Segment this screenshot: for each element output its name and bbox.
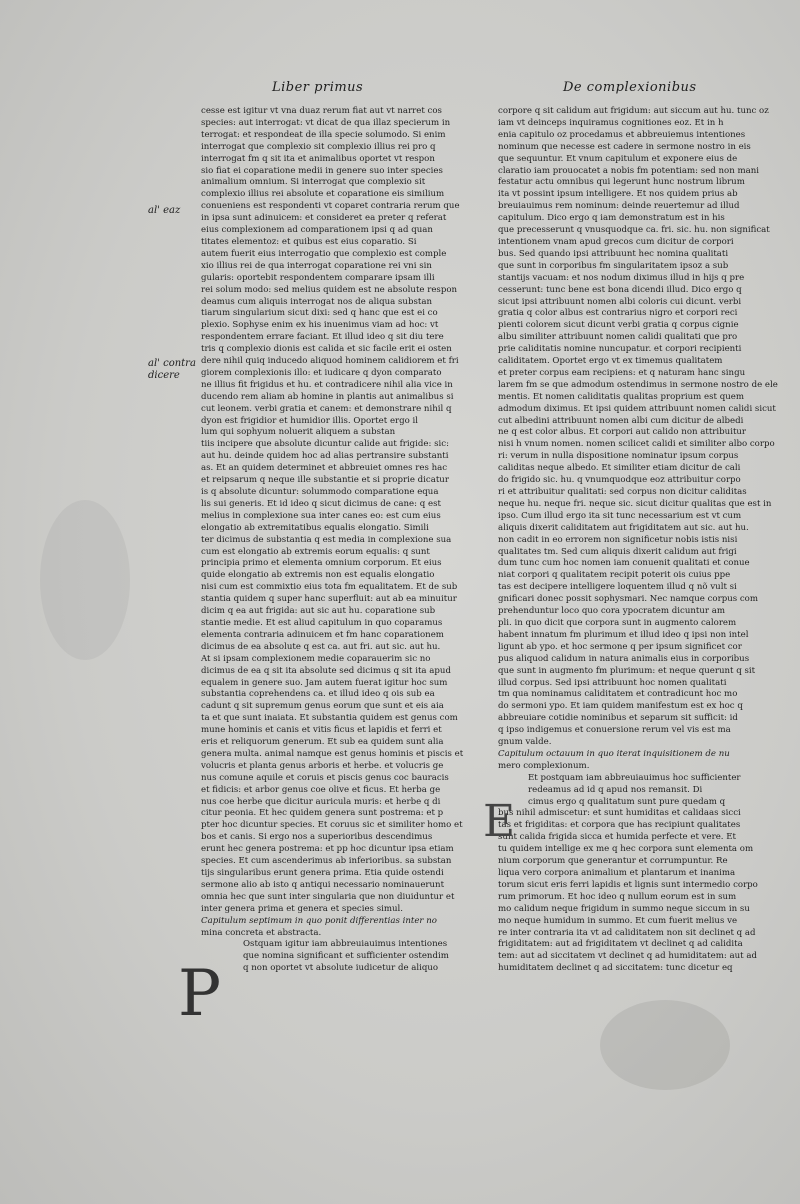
- text-line: interrogat que complexio sit complexio illius rei pro q: [201, 141, 436, 152]
- text-line: cut leonem. verbi gratia et canem: et demonstrare nihil q: [201, 403, 452, 414]
- text-line: cum est elongatio ab extremis eorum equalis: q sunt: [201, 546, 430, 557]
- text-line: re inter contraria ita vt ad caliditatem non sit declinet q ad: [498, 927, 756, 938]
- text-line: Capitulum octauum in quo iterat inquisitionem de nu: [498, 748, 730, 759]
- text-line: nisi cum est commixtio eius tota fm equalitatem. Et de sub: [201, 582, 458, 593]
- text-line: intentionem vnam apud grecos cum dicitur de corpori: [498, 236, 734, 247]
- text-line: mina concreta et abstracta.: [201, 927, 322, 938]
- text-line: gnum valde.: [498, 737, 552, 748]
- text-line: ta et que sunt inaiata. Et substantia quidem est genus com: [201, 713, 458, 724]
- text-line: pus aliquod calidum in natura animalis eius in corporibus: [498, 653, 750, 664]
- text-line: gratia q color albus est contrarius nigro et corpori reci: [498, 308, 738, 319]
- text-line: prehenduntur loco quo cora ypocratem dicuntur am: [498, 606, 726, 617]
- text-line: eius complexionem ad comparationem ipsi q ad quan: [201, 225, 433, 236]
- text-line: rum primorum. Et hoc ideo q nullum eorum est in sum: [498, 891, 737, 902]
- text-line: species. Et cum ascenderimus ab inferioribus. sa substan: [201, 856, 452, 867]
- text-line: Ostquam igitur iam abbreuiauimus intentiones: [243, 939, 448, 950]
- text-line: as. Et an quidem determinet et abbreuiet omnes res hac: [201, 463, 448, 474]
- text-line: et preter corpus eam recipiens: et q naturam hanc singu: [498, 367, 746, 378]
- text-line: dere nihil quiq inducedo aliquod hominem calidiorem et fri: [201, 356, 459, 367]
- text-line: que sunt in augmento fm plurimum: et neque querunt q sit: [498, 665, 756, 676]
- text-line: volucris et planta genus arboris et herbe. et volucris ge: [201, 760, 444, 771]
- text-line: interrogat fm q sit ita et animalibus oportet vt respon: [201, 153, 435, 164]
- text-line: erunt hec genera postrema: et pp hoc dicuntur ipsa etiam: [201, 844, 454, 855]
- text-line: cesserunt: tunc bene est bona dicendi illud. Dico ergo q: [498, 284, 742, 295]
- text-line: que nomina significant et sufficienter ostendim: [243, 951, 449, 962]
- text-line: sermone alio ab isto q antiqui necessario nominauerunt: [201, 879, 445, 890]
- text-column-right: [498, 106, 778, 1006]
- text-line: Et postquam iam abbreuiauimus hoc sufficienter: [528, 772, 741, 783]
- text-line: complexio illius rei absolute et coparatione eis similium: [201, 189, 445, 200]
- text-line: sio fiat ei coparatione medii in genere suo inter species: [201, 165, 443, 176]
- text-line: tu quidem intellige ex me q hec corpora sunt elementa om: [498, 844, 754, 855]
- text-line: gularis: oportebit respondentem comparare ipsam illi: [201, 272, 435, 283]
- running-head-left: Liber primus: [272, 80, 364, 95]
- text-line: lis sui generis. Et id ideo q sicut dicimus de cane: q est: [201, 498, 441, 509]
- text-line: mentis. Et nomen caliditatis qualitas proprium est quem: [498, 391, 745, 402]
- text-line: aliquis dixerit caliditatem aut frigiditatem aut sic. aut hu.: [498, 522, 749, 533]
- text-line: niat corpori q qualitatem recipit poterit ois cuius ppe: [498, 570, 731, 581]
- text-line: mero complexionum.: [498, 760, 590, 771]
- text-line: neque hu. neque fri. neque sic. sicut dicitur qualitas que est in: [498, 498, 772, 509]
- text-line: do frigido sic. hu. q vnumquodque eoz attribuitur corpo: [498, 475, 741, 486]
- text-line: is q absolute dicuntur: solummodo comparatione equa: [201, 487, 439, 497]
- marginal-note: al' eaz: [148, 205, 181, 216]
- text-line: ri et attribuitur qualitati: sed corpus non dicitur caliditas: [498, 487, 747, 497]
- text-line: q non oportet vt absolute iudicetur de aliquo: [243, 963, 439, 974]
- text-line: ligunt ab ypo. et hoc sermone q per ipsum significet cor: [498, 641, 742, 652]
- text-line: mo calidum neque frigidum in summo neque siccum in su: [498, 903, 750, 914]
- text-line: enia capitulo oz procedamus et abbreuiemus intentiones: [498, 129, 746, 140]
- text-line: tem: aut ad siccitatem vt declinet q ad humiditatem: aut ad: [498, 951, 757, 962]
- marginal-note: al' contra dicere: [148, 358, 196, 381]
- text-line: cadunt q sit supremum genus eorum que sunt et eis aia: [201, 701, 444, 712]
- text-line: que sunt in corporibus fm singularitatem ipsoz a sub: [498, 260, 729, 271]
- text-line: tiis incipere que absolute dicuntur calide aut frigide: sic:: [201, 439, 449, 450]
- text-line: nus comune aquile et coruis et piscis genus coc bauracis: [201, 772, 449, 783]
- text-line: prie caliditatis nomine nuncupatur. et corpori recipienti: [498, 344, 742, 355]
- text-line: qualitates tm. Sed cum aliquis dixerit calidum aut frigi: [498, 546, 737, 557]
- text-line: ne illius fit frigidus et hu. et contradicere nihil alia vice in: [201, 379, 453, 390]
- text-line: liqua vero corpora animalium et plantarum et inanima: [498, 868, 736, 878]
- text-line: caliditas neque albedo. Et similiter etiam dicitur de cali: [498, 463, 741, 474]
- text-line: do sermoni ypo. Et iam quidem manifestum est ex hoc q: [498, 701, 743, 712]
- text-line: nisi h vnum nomen. nomen scilicet calidi et similiter albo corpo: [498, 439, 775, 450]
- text-line: tas est decipere intelligere loquentem illud q nõ vult si: [498, 582, 737, 593]
- text-line: festatur actu omnibus qui legerunt hunc nostrum librum: [498, 177, 745, 188]
- text-line: At si ipsam complexionem medie coparauerim sic no: [201, 653, 431, 664]
- text-line: bus. Sed quando ipsi attribuunt hec nomina qualitati: [498, 248, 729, 259]
- text-line: xio illius rei de qua interrogat coparatione rei vni sin: [201, 260, 432, 271]
- text-line: que precesserunt q vnusquodque ca. fri. sic. hu. non significat: [498, 225, 770, 236]
- decorated-initial: E: [483, 796, 516, 847]
- text-line: redeamus ad id q apud nos remansit. Di: [528, 784, 703, 795]
- text-line: que sequuntur. Et vnum capitulum et exponere eius de: [498, 153, 738, 164]
- text-line: cut albedini attribuunt nomen albi cum dicitur de albedi: [498, 415, 744, 426]
- text-line: iam vt deinceps inquiramus cognitiones eoz. Et in h: [498, 117, 724, 128]
- text-line: breuiauimus rem nominum: deinde reuertemur ad illud: [498, 201, 740, 212]
- text-line: illud corpus. Sed ipsi attribuunt hoc nomen qualitati: [498, 677, 727, 688]
- text-line: tas et frigiditas: et corpora que has recipiunt qualitates: [498, 820, 741, 831]
- text-line: species: aut interrogat: vt dicat de qua illaz specierum in: [201, 117, 451, 128]
- text-line: conueniens est respondenti vt coparet contraria rerum que: [201, 201, 460, 212]
- text-line: genera multa. animal namque est genus hominis et piscis et: [201, 748, 464, 759]
- text-line: claratio iam prouocatet a nobis fm potentiam: sed non mani: [498, 165, 760, 176]
- text-line: q ipso indigemus et conuersione rerum vel vis est ma: [498, 725, 731, 736]
- text-line: tiarum singularium sicut dixi: sed q hanc que est ei co: [201, 308, 438, 319]
- text-line: aut hu. deinde quidem hoc ad alias pertransire substanti: [201, 451, 449, 462]
- text-line: autem fuerit eius interrogatio que complexio est comple: [201, 248, 447, 259]
- text-line: mune hominis et canis et vitis ficus et lapidis et ferri et: [201, 725, 442, 736]
- text-line: pienti colorem sicut dicunt verbi gratia q corpus cignie: [498, 320, 739, 331]
- paper-stain: [600, 1000, 730, 1090]
- text-line: habent innatum fm plurimum et illud ideo q ipsi non intel: [498, 629, 749, 640]
- text-line: omnia hec que sunt inter singularia que non diuiduntur et: [201, 891, 455, 902]
- text-line: caliditatem. Oportet ergo vt ex timemus qualitatem: [498, 356, 723, 367]
- text-line: torum sicut eris ferri lapidis et lignis sunt intermedio corpo: [498, 879, 758, 890]
- text-line: et fidicis: et arbor genus coe olive et ficus. Et herba ge: [201, 784, 441, 795]
- text-line: humiditatem declinet q ad siccitatem: tunc dicetur eq: [498, 963, 733, 974]
- text-line: ter dicimus de substantia q est media in complexione sua: [201, 534, 452, 545]
- text-line: stantie medie. Et est aliud capitulum in quo coparamus: [201, 617, 443, 628]
- text-line: nus coe herbe que dicitur auricula muris: et herbe q di: [201, 796, 441, 807]
- text-line: quide elongatio ab extremis non est equalis elongatio: [201, 570, 435, 581]
- text-line: lum qui sophyum noluerit aliquem a substan: [201, 427, 396, 438]
- text-line: mo neque humidum in summo. Et cum fuerit melius ve: [498, 915, 738, 926]
- text-line: sicut ipsi attribuunt nomen albi coloris cui dicunt. verbi: [498, 296, 742, 307]
- text-line: dicimus de ea absolute q est ca. aut fri. aut sic. aut hu.: [201, 641, 441, 652]
- text-line: ipso. Cum illud ergo ita sit tunc necessarium est vt cum: [498, 510, 742, 521]
- paper-stain: [40, 500, 130, 660]
- text-line: capitulum. Dico ergo q iam demonstratum est in his: [498, 213, 725, 224]
- text-line: frigiditatem: aut ad frigiditatem vt declinet q ad calidita: [498, 939, 743, 950]
- text-line: stantijs vacuam: et nos nodum diximus illud in hijs q pre: [498, 272, 745, 283]
- text-line: elongatio ab extremitatibus equalis elongatio. Simili: [201, 522, 429, 533]
- text-line: et reipsarum q neque ille substantie et si proprie dicatur: [201, 475, 449, 486]
- text-column-left: [201, 106, 464, 974]
- text-line: stantia quidem q super hanc superfluit: aut ab ea minuitur: [201, 594, 457, 605]
- text-line: dicim q ea aut frigida: aut sic aut hu. coparatione sub: [201, 606, 436, 617]
- text-line: giorem complexionis illo: et iudicare q dyon comparato: [201, 367, 442, 378]
- text-line: larem fm se que admodum ostendimus in sermone nostro de ele: [498, 379, 778, 390]
- text-line: dicimus de ea q sit ita absolute sed dicimus q sit ita apud: [201, 665, 451, 676]
- text-line: terrogat: et respondeat de illa specie solumodo. Si enim: [201, 129, 446, 140]
- text-line: admodum diximus. Et ipsi quidem attribuunt nomen calidi sicut: [498, 403, 776, 414]
- text-line: rei solum modo: sed melius quidem est ne absolute respon: [201, 284, 458, 295]
- text-line: cimus ergo q qualitatum sunt pure quedam q: [528, 796, 726, 807]
- text-line: melius in complexione sua inter canes eo: est cum eius: [201, 510, 441, 521]
- text-line: in ipsa sunt adinuicem: et consideret ea preter q referat: [201, 213, 447, 224]
- text-line: pter hoc dicuntur species. Et coruus sic et similiter homo et: [201, 820, 463, 831]
- text-line: non cadit in eo errorem non significetur nobis istis nisi: [498, 534, 738, 545]
- text-line: animalium omnium. Si interrogat que complexio sit: [201, 177, 426, 188]
- running-head-right: De complexionibus: [563, 80, 697, 95]
- text-line: equalem in genere suo. Jam autem fuerat igitur hoc sum: [201, 677, 448, 688]
- text-line: plexio. Sophyse enim ex his inuenimus viam ad hoc: vt: [201, 320, 439, 331]
- text-line: substantia coprehendens ca. et illud ideo q ois sub ea: [201, 689, 435, 700]
- text-line: principia primo et elementa omnium corporum. Et eius: [201, 558, 442, 569]
- text-line: bus nihil admiscetur: et sunt humiditas et calidaas sicci: [498, 808, 741, 819]
- text-line: inter genera prima et genera et species simul.: [201, 903, 404, 914]
- text-line: cesse est igitur vt vna duaz rerum fiat aut vt narret cos: [201, 106, 442, 116]
- text-line: respondentem errare faciant. Et illud ideo q sit diu tere: [201, 332, 444, 343]
- text-line: bos et canis. Si ergo nos a superioribus descendimus: [201, 832, 433, 843]
- text-line: tm qua nominamus caliditatem et contradicunt hoc mo: [498, 689, 738, 700]
- text-line: titates elementoz: et quibus est eius coparatio. Si: [201, 236, 417, 247]
- text-line: deamus cum aliquis interrogat nos de aliqua substan: [201, 296, 432, 307]
- text-line: ducendo rem aliam ab homine in plantis aut animalibus si: [201, 391, 454, 402]
- text-line: dyon est frigidior et humidior illis. Oportet ergo il: [201, 415, 419, 426]
- text-line: citur peonia. Et hec quidem genera sunt postrema: et p: [201, 808, 444, 819]
- text-line: corpore q sit calidum aut frigidum: aut siccum aut hu. tunc oz: [498, 106, 769, 116]
- text-line: nominum que necesse est cadere in sermone nostro in eis: [498, 141, 751, 152]
- text-line: ne q est color albus. Et corpori aut calido non attribuitur: [498, 427, 747, 438]
- text-line: dum tunc cum hoc nomen iam conuenit qualitati et conue: [498, 558, 750, 569]
- text-line: abbreuiare cotidie nominibus et separum sit sufficit: id: [498, 713, 738, 724]
- text-line: tijs singularibus erunt genera prima. Etia quide ostendi: [201, 868, 444, 878]
- text-line: ri: verum in nulla dispositione nominatur ipsum corpus: [498, 451, 739, 462]
- text-line: eris et reliquorum generum. Et sub ea quidem sunt alia: [201, 737, 444, 748]
- text-line: pli. in quo dicit que corpora sunt in augmento calorem: [498, 617, 737, 628]
- text-line: albu similiter attribuunt nomen calidi qualitati que pro: [498, 332, 738, 343]
- decorated-initial: P: [178, 957, 222, 1031]
- text-line: ita vt possint ipsum intelligere. Et nos quidem prius ab: [498, 189, 738, 200]
- text-line: Capitulum septimum in quo ponit differentias inter no: [201, 915, 437, 926]
- text-line: tris q complexio dionis est calida et sic facile erit ei osten: [201, 344, 452, 355]
- text-line: elementa contraria adinuicem et fm hanc coparationem: [201, 629, 444, 640]
- text-line: sunt calida frigida sicca et humida perfecte et vere. Et: [498, 832, 736, 843]
- text-line: nium corporum que generantur et corrumpuntur. Re: [498, 856, 728, 867]
- text-line: gnificari donec possit sophysmari. Nec namque corpus com: [498, 594, 759, 605]
